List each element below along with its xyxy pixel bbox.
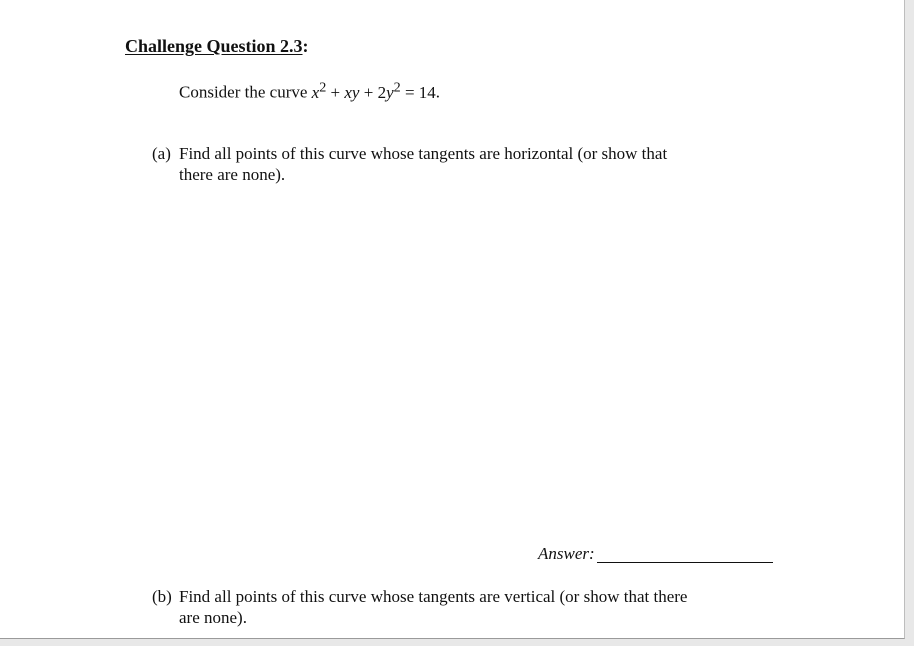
part-b: [152, 586, 772, 628]
eq-y: y: [386, 82, 394, 102]
eq-x: x: [311, 82, 320, 102]
part-b-label: (b): [152, 587, 172, 606]
eq-coefficient: 2: [377, 82, 387, 102]
question-title-text: Challenge Question 2.3: [125, 36, 303, 56]
eq-plus-2: +: [359, 82, 378, 102]
eq-xy: xy: [344, 82, 360, 102]
eq-x-exponent: 2: [319, 79, 327, 95]
eq-rhs: = 14: [400, 82, 436, 102]
part-a-text-line2: there are none).: [179, 165, 286, 184]
eq-plus-1: +: [326, 82, 345, 102]
part-a-label: (a): [152, 144, 171, 163]
curve-statement: [179, 79, 440, 103]
answer-blank-line[interactable]: [597, 562, 773, 563]
curve-intro: Consider the curve: [179, 82, 312, 102]
page-gutter: [905, 0, 914, 646]
part-b-text-line1: Find all points of this curve whose tangents are vertical (or show that there: [179, 587, 688, 606]
curve-equation: [311, 79, 436, 102]
answer-label: Answer:: [538, 544, 595, 563]
part-b-text-line2: are none).: [179, 608, 247, 627]
question-title-colon: :: [302, 36, 309, 56]
eq-y-exponent: 2: [393, 79, 401, 95]
part-a: [152, 143, 772, 185]
question-title: [125, 36, 309, 57]
part-a-text-line1: Find all points of this curve whose tangents are horizontal (or show that: [179, 144, 668, 163]
eq-period: .: [435, 82, 441, 102]
